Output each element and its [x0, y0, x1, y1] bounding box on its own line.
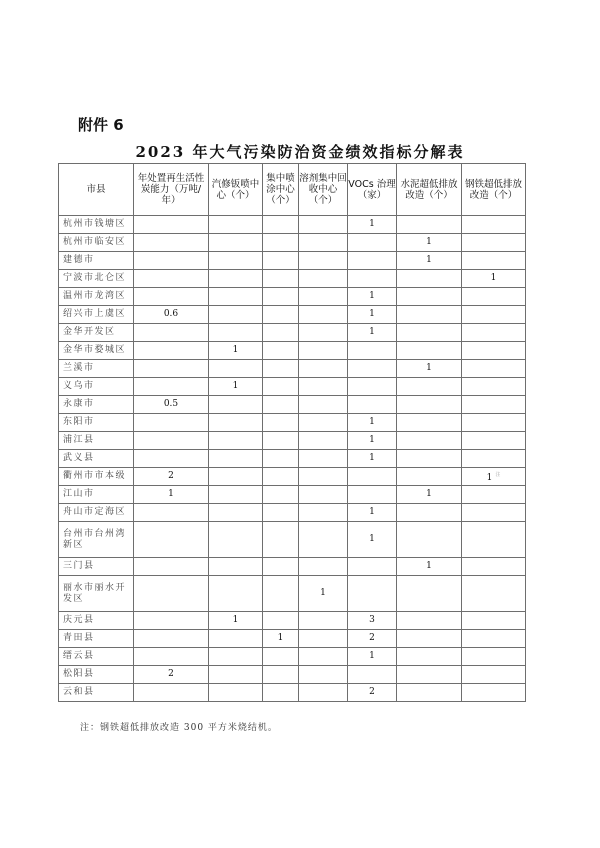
spray-center-cell [263, 630, 299, 648]
steel-cell [462, 288, 526, 306]
table-row [59, 558, 526, 576]
spray-center-cell [263, 306, 299, 324]
autobody-center-cell [209, 450, 263, 468]
cement-cell-value: 1 [426, 237, 432, 247]
activated-carbon-cell [134, 576, 209, 612]
vocs-cell [348, 342, 397, 360]
steel-cell [462, 450, 526, 468]
autobody-center-cell-value: 1 [232, 345, 239, 355]
vocs-cell-value: 1 [369, 417, 375, 427]
county-cell [59, 630, 134, 648]
autobody-center-cell [209, 270, 263, 288]
county-cell [59, 468, 134, 486]
activated-carbon-cell-value: 2 [168, 471, 174, 481]
solvent-center-cell-value: 1 [320, 588, 326, 598]
county-cell-value: 武义县 [63, 453, 95, 463]
county-cell [59, 252, 134, 270]
header-activated-carbon: 年处置再生活性炭能力（万吨/年） [134, 164, 209, 216]
spray-center-cell [263, 648, 299, 666]
vocs-cell [348, 558, 397, 576]
county-cell-value: 庆元县 [63, 615, 95, 625]
county-cell [59, 306, 134, 324]
footnote: 注：钢铁超低排放改造 300 平方米烧结机。 [80, 723, 278, 733]
vocs-cell [348, 270, 397, 288]
autobody-center-cell [209, 522, 263, 558]
solvent-center-cell [299, 270, 348, 288]
autobody-center-cell [209, 612, 263, 630]
vocs-cell [348, 396, 397, 414]
county-cell-value: 温州市龙湾区 [63, 291, 127, 301]
autobody-center-cell [209, 378, 263, 396]
cement-cell [397, 270, 462, 288]
steel-cell [462, 648, 526, 666]
vocs-cell [348, 630, 397, 648]
steel-cell [462, 666, 526, 684]
spray-center-cell [263, 324, 299, 342]
activated-carbon-cell-value: 0.5 [163, 399, 179, 409]
table-row [59, 360, 526, 378]
county-cell-value: 台州市台州湾新区 [63, 528, 127, 550]
vocs-cell [348, 648, 397, 666]
spray-center-cell [263, 576, 299, 612]
solvent-center-cell [299, 216, 348, 234]
solvent-center-cell [299, 360, 348, 378]
spray-center-cell [263, 612, 299, 630]
spray-center-cell-value: 1 [277, 633, 284, 643]
spray-center-cell [263, 684, 299, 702]
steel-cell [462, 234, 526, 252]
indicator-table [58, 163, 526, 702]
table-row [59, 486, 526, 504]
county-cell [59, 288, 134, 306]
county-cell-value: 松阳县 [63, 669, 95, 679]
steel-cell [462, 396, 526, 414]
activated-carbon-cell [134, 378, 209, 396]
vocs-cell [348, 414, 397, 432]
autobody-center-cell [209, 576, 263, 612]
solvent-center-cell [299, 522, 348, 558]
county-cell [59, 684, 134, 702]
solvent-center-cell [299, 630, 348, 648]
county-cell-value: 青田县 [63, 633, 95, 643]
vocs-cell [348, 684, 397, 702]
cement-cell [397, 216, 462, 234]
spray-center-cell [263, 342, 299, 360]
cement-cell [397, 432, 462, 450]
vocs-cell [348, 288, 397, 306]
activated-carbon-cell [134, 558, 209, 576]
cement-cell-value: 1 [426, 255, 432, 265]
table-row [59, 234, 526, 252]
county-cell-value: 义乌市 [63, 381, 95, 391]
steel-cell [462, 324, 526, 342]
county-cell [59, 270, 134, 288]
activated-carbon-cell [134, 450, 209, 468]
cement-cell [397, 684, 462, 702]
county-cell [59, 504, 134, 522]
cement-cell [397, 612, 462, 630]
vocs-cell-value: 1 [369, 435, 375, 445]
cement-cell [397, 558, 462, 576]
table-row [59, 666, 526, 684]
table-row [59, 414, 526, 432]
vocs-cell [348, 432, 397, 450]
autobody-center-cell [209, 306, 263, 324]
solvent-center-cell [299, 648, 348, 666]
activated-carbon-cell [134, 360, 209, 378]
spray-center-cell [263, 666, 299, 684]
activated-carbon-cell [134, 486, 209, 504]
table-row [59, 378, 526, 396]
spray-center-cell [263, 234, 299, 252]
spray-center-cell [263, 522, 299, 558]
solvent-center-cell [299, 486, 348, 504]
autobody-center-cell [209, 666, 263, 684]
vocs-cell-value: 1 [369, 534, 375, 544]
cement-cell [397, 324, 462, 342]
autobody-center-cell [209, 234, 263, 252]
activated-carbon-cell [134, 342, 209, 360]
spray-center-cell [263, 414, 299, 432]
county-cell [59, 414, 134, 432]
autobody-center-cell [209, 630, 263, 648]
vocs-cell [348, 576, 397, 612]
table-row [59, 432, 526, 450]
steel-cell [462, 342, 526, 360]
county-cell [59, 216, 134, 234]
activated-carbon-cell [134, 432, 209, 450]
autobody-center-cell [209, 324, 263, 342]
cement-cell [397, 450, 462, 468]
table-row [59, 288, 526, 306]
steel-cell [462, 558, 526, 576]
table-row [59, 396, 526, 414]
header-row [59, 164, 526, 216]
steel-cell [462, 630, 526, 648]
solvent-center-cell [299, 432, 348, 450]
autobody-center-cell [209, 486, 263, 504]
county-cell-value: 兰溪市 [63, 363, 95, 373]
table-row [59, 450, 526, 468]
activated-carbon-cell [134, 468, 209, 486]
autobody-center-cell-value: 1 [232, 615, 239, 625]
cement-cell [397, 234, 462, 252]
header-vocs: VOCs 治理（家） [348, 164, 397, 216]
spray-center-cell [263, 504, 299, 522]
county-cell [59, 396, 134, 414]
cement-cell-value: 1 [426, 489, 432, 499]
table-row [59, 630, 526, 648]
county-cell [59, 450, 134, 468]
activated-carbon-cell [134, 504, 209, 522]
autobody-center-cell [209, 558, 263, 576]
cement-cell [397, 288, 462, 306]
cement-cell [397, 648, 462, 666]
vocs-cell-value: 1 [369, 291, 375, 301]
activated-carbon-cell [134, 306, 209, 324]
solvent-center-cell [299, 666, 348, 684]
spray-center-cell [263, 486, 299, 504]
vocs-cell [348, 234, 397, 252]
document-title: 2023 年大气污染防治资金绩效指标分解表 [135, 143, 465, 161]
vocs-cell-value: 1 [369, 651, 375, 661]
county-cell-value: 云和县 [63, 687, 95, 697]
cement-cell [397, 576, 462, 612]
spray-center-cell [263, 396, 299, 414]
solvent-center-cell [299, 396, 348, 414]
county-cell-value: 杭州市临安区 [63, 237, 127, 247]
county-cell-value: 宁波市北仑区 [63, 273, 127, 283]
cement-cell-value: 1 [426, 363, 432, 373]
steel-cell [462, 522, 526, 558]
spray-center-cell [263, 468, 299, 486]
solvent-center-cell [299, 450, 348, 468]
vocs-cell [348, 360, 397, 378]
county-cell [59, 612, 134, 630]
cement-cell [397, 522, 462, 558]
solvent-center-cell [299, 306, 348, 324]
steel-cell [462, 306, 526, 324]
county-cell [59, 576, 134, 612]
activated-carbon-cell [134, 630, 209, 648]
vocs-cell [348, 666, 397, 684]
county-cell [59, 432, 134, 450]
spray-center-cell [263, 270, 299, 288]
county-cell-value: 缙云县 [63, 651, 95, 661]
county-cell-value: 三门县 [63, 561, 95, 571]
solvent-center-cell [299, 378, 348, 396]
county-cell-value: 杭州市钱塘区 [63, 219, 127, 229]
steel-cell [462, 612, 526, 630]
solvent-center-cell [299, 468, 348, 486]
activated-carbon-cell [134, 684, 209, 702]
activated-carbon-cell [134, 396, 209, 414]
header-autobody-center: 汽修钣喷中心（个） [209, 164, 263, 216]
steel-cell [462, 216, 526, 234]
vocs-cell [348, 450, 397, 468]
autobody-center-cell [209, 684, 263, 702]
county-cell-value: 丽水市丽水开发区 [63, 582, 127, 604]
attachment-label: 附件 6 [78, 116, 124, 134]
autobody-center-cell [209, 396, 263, 414]
spray-center-cell [263, 360, 299, 378]
table-row [59, 504, 526, 522]
county-cell [59, 666, 134, 684]
cement-cell [397, 378, 462, 396]
vocs-cell [348, 612, 397, 630]
county-cell-value: 金华开发区 [63, 327, 116, 337]
solvent-center-cell [299, 414, 348, 432]
county-cell-value: 浦江县 [63, 435, 95, 445]
table-row [59, 216, 526, 234]
autobody-center-cell [209, 504, 263, 522]
activated-carbon-cell [134, 648, 209, 666]
autobody-center-cell-value: 1 [232, 381, 239, 391]
county-cell-value: 东阳市 [63, 417, 95, 427]
cement-cell [397, 252, 462, 270]
vocs-cell-value: 2 [369, 687, 375, 697]
county-cell [59, 360, 134, 378]
activated-carbon-cell [134, 288, 209, 306]
autobody-center-cell [209, 360, 263, 378]
spray-center-cell [263, 252, 299, 270]
cement-cell [397, 414, 462, 432]
vocs-cell [348, 252, 397, 270]
solvent-center-cell [299, 324, 348, 342]
solvent-center-cell [299, 504, 348, 522]
cement-cell [397, 630, 462, 648]
activated-carbon-cell [134, 216, 209, 234]
header-spray-center: 集中喷涂中心（个） [263, 164, 299, 216]
spray-center-cell [263, 558, 299, 576]
vocs-cell [348, 306, 397, 324]
vocs-cell-value: 1 [369, 453, 375, 463]
activated-carbon-cell-value: 0.6 [163, 309, 179, 319]
solvent-center-cell [299, 288, 348, 306]
county-cell [59, 558, 134, 576]
cement-cell [397, 666, 462, 684]
steel-cell-value: 1 [490, 273, 497, 283]
steel-cell [462, 468, 526, 486]
steel-cell [462, 360, 526, 378]
steel-cell [462, 432, 526, 450]
note-marker: 注 [495, 471, 501, 478]
vocs-cell [348, 468, 397, 486]
autobody-center-cell [209, 252, 263, 270]
county-cell [59, 324, 134, 342]
table-row [59, 468, 526, 486]
autobody-center-cell [209, 648, 263, 666]
solvent-center-cell [299, 612, 348, 630]
table-row [59, 252, 526, 270]
steel-cell [462, 684, 526, 702]
solvent-center-cell [299, 234, 348, 252]
autobody-center-cell [209, 468, 263, 486]
vocs-cell [348, 324, 397, 342]
vocs-cell-value: 1 [369, 309, 375, 319]
activated-carbon-cell-value: 2 [168, 669, 174, 679]
steel-cell [462, 252, 526, 270]
steel-cell [462, 504, 526, 522]
autobody-center-cell [209, 288, 263, 306]
vocs-cell-value: 1 [369, 219, 375, 229]
table-row [59, 648, 526, 666]
activated-carbon-cell [134, 612, 209, 630]
activated-carbon-cell [134, 522, 209, 558]
cement-cell [397, 504, 462, 522]
table-row [59, 306, 526, 324]
table-row [59, 342, 526, 360]
steel-cell [462, 270, 526, 288]
spray-center-cell [263, 216, 299, 234]
county-cell [59, 648, 134, 666]
cement-cell [397, 468, 462, 486]
county-cell-value: 绍兴市上虞区 [63, 309, 127, 319]
cement-cell-value: 1 [426, 561, 432, 571]
table-row [59, 522, 526, 558]
header-solvent-center: 溶剂集中回收中心（个） [299, 164, 348, 216]
activated-carbon-cell [134, 252, 209, 270]
cement-cell [397, 306, 462, 324]
table-row [59, 270, 526, 288]
spray-center-cell [263, 288, 299, 306]
table-row [59, 576, 526, 612]
steel-cell [462, 576, 526, 612]
table-row [59, 612, 526, 630]
solvent-center-cell [299, 558, 348, 576]
vocs-cell-value: 1 [369, 507, 375, 517]
spray-center-cell [263, 450, 299, 468]
county-cell [59, 522, 134, 558]
vocs-cell-value: 2 [369, 633, 375, 643]
table-row [59, 684, 526, 702]
vocs-cell-value: 1 [369, 327, 375, 337]
activated-carbon-cell-value: 1 [168, 489, 174, 499]
steel-cell [462, 378, 526, 396]
header-steel: 钢铁超低排放改造（个） [462, 164, 526, 216]
cement-cell [397, 342, 462, 360]
county-cell [59, 378, 134, 396]
header-cement: 水泥超低排放改造（个） [397, 164, 462, 216]
county-cell-value: 金华市婺城区 [63, 345, 127, 355]
county-cell-value: 江山市 [63, 489, 95, 499]
county-cell-value: 舟山市定海区 [63, 507, 127, 517]
autobody-center-cell [209, 216, 263, 234]
vocs-cell [348, 216, 397, 234]
county-cell [59, 234, 134, 252]
vocs-cell [348, 504, 397, 522]
steel-cell [462, 414, 526, 432]
county-cell-value: 建德市 [63, 255, 95, 265]
county-cell-value: 衢州市市本级 [63, 471, 127, 481]
steel-cell [462, 486, 526, 504]
spray-center-cell [263, 432, 299, 450]
solvent-center-cell [299, 684, 348, 702]
cement-cell [397, 486, 462, 504]
activated-carbon-cell [134, 324, 209, 342]
county-cell-value: 永康市 [63, 399, 95, 409]
spray-center-cell [263, 378, 299, 396]
autobody-center-cell [209, 414, 263, 432]
activated-carbon-cell [134, 234, 209, 252]
vocs-cell-value: 3 [369, 615, 375, 625]
solvent-center-cell [299, 342, 348, 360]
solvent-center-cell [299, 252, 348, 270]
activated-carbon-cell [134, 666, 209, 684]
vocs-cell [348, 522, 397, 558]
solvent-center-cell [299, 576, 348, 612]
county-cell [59, 342, 134, 360]
vocs-cell [348, 486, 397, 504]
activated-carbon-cell [134, 270, 209, 288]
steel-cell-value: 1 [486, 472, 493, 483]
table-row [59, 324, 526, 342]
county-cell [59, 486, 134, 504]
vocs-cell [348, 378, 397, 396]
autobody-center-cell [209, 432, 263, 450]
autobody-center-cell [209, 342, 263, 360]
cement-cell [397, 396, 462, 414]
activated-carbon-cell [134, 414, 209, 432]
cement-cell [397, 360, 462, 378]
header-county: 市县 [59, 164, 134, 216]
